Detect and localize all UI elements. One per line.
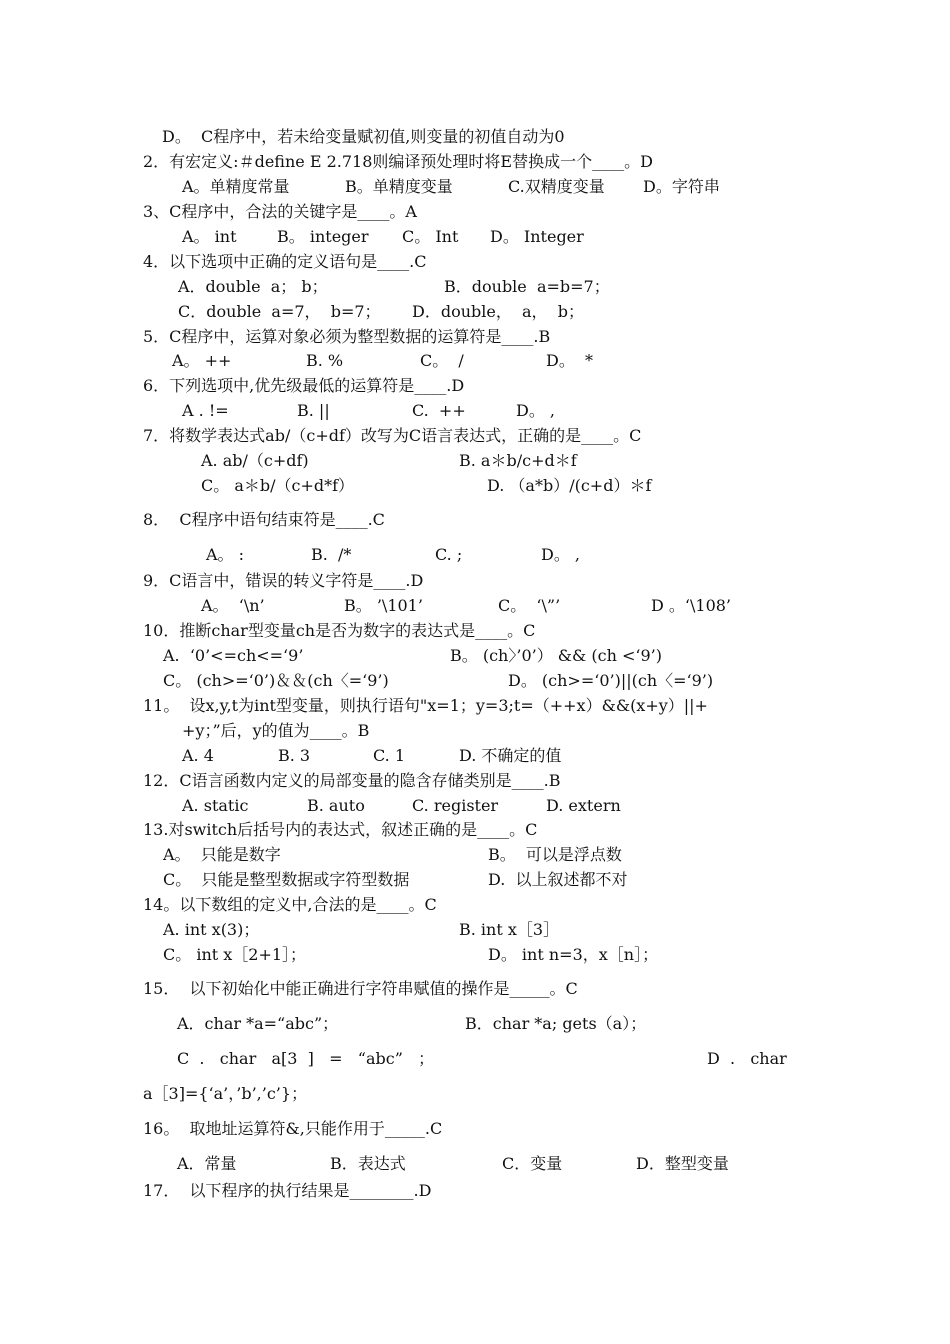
q9-stem: 9．C语言中，错误的转义字符是____.D (143, 571, 424, 590)
q11-option-b: B. 3 (278, 746, 311, 765)
q2-option-b: B。单精度变量 (345, 177, 453, 196)
q2-option-d: D。字符串 (643, 177, 720, 196)
q9-option-c: C。 ‘\”’ (498, 596, 561, 615)
q2-option-a: A。单精度常量 (182, 177, 290, 196)
q11-option-c: C. 1 (373, 746, 406, 765)
q3-option-c: C。 Int (402, 227, 459, 246)
q5-option-b: B. % (306, 351, 344, 370)
q14-option-c: C。 int x［2+1］； (163, 945, 307, 964)
q10-option-c: C。 (ch>=‘0’)＆＆(ch〈=‘9’) (163, 671, 389, 690)
q15-stem: 15． 以下初始化中能正确进行字符串赋值的操作是_____。C (143, 979, 578, 998)
q3-option-b: B。 integer (277, 227, 369, 246)
q10-stem: 10．推断char型变量ch是否为数字的表达式是____。C (143, 621, 536, 640)
q6-stem: 6．下列选项中,优先级最低的运算符是____.D (143, 376, 465, 395)
q6-option-b: B. || (297, 401, 330, 420)
q8-option-a: A。 : (206, 545, 245, 564)
q14-option-a: A. int x(3)； (163, 920, 260, 939)
q14-stem: 14。以下数组的定义中,合法的是____。C (143, 895, 437, 914)
q6-option-d: D。 , (516, 401, 556, 420)
q10-option-a: A. ‘0’<=ch<=‘9’ (163, 646, 304, 665)
q5-option-d: D。 * (546, 351, 594, 370)
q13-option-d: D. 以上叙述都不对 (488, 870, 628, 889)
q11-option-d: D. 不确定的值 (459, 746, 562, 765)
q15-option-d-continuation: a［3]={‘a’，’b’,’c’}； (143, 1084, 308, 1103)
q15-option-d: D . char (707, 1049, 787, 1068)
q11-stem-line-1: 11。 设x,y,t为int型变量，则执行语句"x=1；y=3;t=（++x）&&(x+y）||+ (143, 696, 708, 715)
q5-option-c: C。 / (420, 351, 464, 370)
q9-option-b: B。 ’\101’ (344, 596, 423, 615)
q3-option-d: D。 Integer (490, 227, 584, 246)
q6-option-c: C. ++ (412, 401, 466, 420)
q11-option-a: A. 4 (182, 746, 214, 765)
q12-stem: 12．C语言函数内定义的局部变量的隐含存储类别是____.B (143, 771, 561, 790)
q6-option-a: A . != (182, 401, 229, 420)
q7-option-b: B. a＊b/c+d＊f (459, 451, 577, 470)
q11-stem-line-2: +y；”后，y的值为____。B (182, 721, 370, 740)
q8-option-b: B. /* (311, 545, 352, 564)
q4-option-b: B．double a=b=7； (444, 277, 610, 296)
q1-option-d: D。 C程序中，若未给变量赋初值,则变量的初值自动为0 (162, 127, 565, 146)
q4-option-a: A．double a； b； (178, 277, 328, 296)
q8-option-c: C. ; (435, 545, 463, 564)
q7-option-c: C。 a＊b/（c+d*f） (201, 476, 355, 495)
q9-option-d: D 。‘\108’ (651, 596, 732, 615)
q12-option-c: C. register (412, 796, 499, 815)
q16-option-a: A．常量 (177, 1154, 237, 1173)
q2-option-c: C.双精度变量 (508, 177, 605, 196)
q16-option-d: D．整型变量 (636, 1154, 729, 1173)
q13-option-a: A。 只能是数字 (163, 845, 281, 864)
q12-option-d: D. extern (546, 796, 621, 815)
q16-option-c: C．变量 (502, 1154, 563, 1173)
q8-stem: 8． C程序中语句结束符是____.C (143, 510, 385, 529)
q8-option-d: D。 , (541, 545, 581, 564)
q9-option-a: A。 ‘\n’ (201, 596, 265, 615)
q12-option-b: B. auto (307, 796, 365, 815)
q3-stem: 3、C程序中，合法的关键字是____。A (143, 202, 417, 221)
q2-stem: 2．有宏定义:＃define E 2.718则编译预处理时将E替换成一个____。D (143, 152, 653, 171)
q13-option-b: B。 可以是浮点数 (488, 845, 622, 864)
q14-option-b: B. int x［3］ (459, 920, 560, 939)
q17-stem: 17． 以下程序的执行结果是________.D (143, 1181, 432, 1200)
q4-option-c: C．double a=7， b=7； (178, 302, 381, 321)
q12-option-a: A. static (182, 796, 249, 815)
q14-option-d: D。 int n=3，x［n］； (488, 945, 659, 964)
q10-option-b: B。 (ch〉’0’） && (ch <‘9’) (450, 646, 662, 665)
q4-stem: 4．以下选项中正确的定义语句是____.C (143, 252, 427, 271)
q7-option-d: D. （a*b）/(c+d）＊f (487, 476, 652, 495)
q5-option-a: A。 ++ (172, 351, 232, 370)
q15-option-b: B．char *a; gets（a）； (465, 1014, 647, 1033)
q10-option-d: D。 (ch>=‘0’)||(ch〈=‘9’) (508, 671, 714, 690)
q16-stem: 16。 取地址运算符&,只能作用于_____.C (143, 1119, 443, 1138)
q7-stem: 7．将数学表达式ab/（c+df）改写为C语言表达式，正确的是____。C (143, 426, 642, 445)
q13-stem: 13.对switch后括号内的表达式，叙述正确的是____。C (143, 820, 538, 839)
q4-option-d: D．double， a， b； (412, 302, 584, 321)
q15-option-c: C . char a[3 ] = “abc” ； (177, 1049, 435, 1068)
q5-stem: 5．C程序中，运算对象必须为整型数据的运算符是____.B (143, 327, 551, 346)
q3-option-a: A。 int (182, 227, 237, 246)
q16-option-b: B．表达式 (330, 1154, 406, 1173)
q15-option-a: A．char *a=“abc”； (177, 1014, 339, 1033)
q13-option-c: C。 只能是整型数据或字符型数据 (163, 870, 410, 889)
q7-option-a: A. ab/（c+df) (201, 451, 309, 470)
